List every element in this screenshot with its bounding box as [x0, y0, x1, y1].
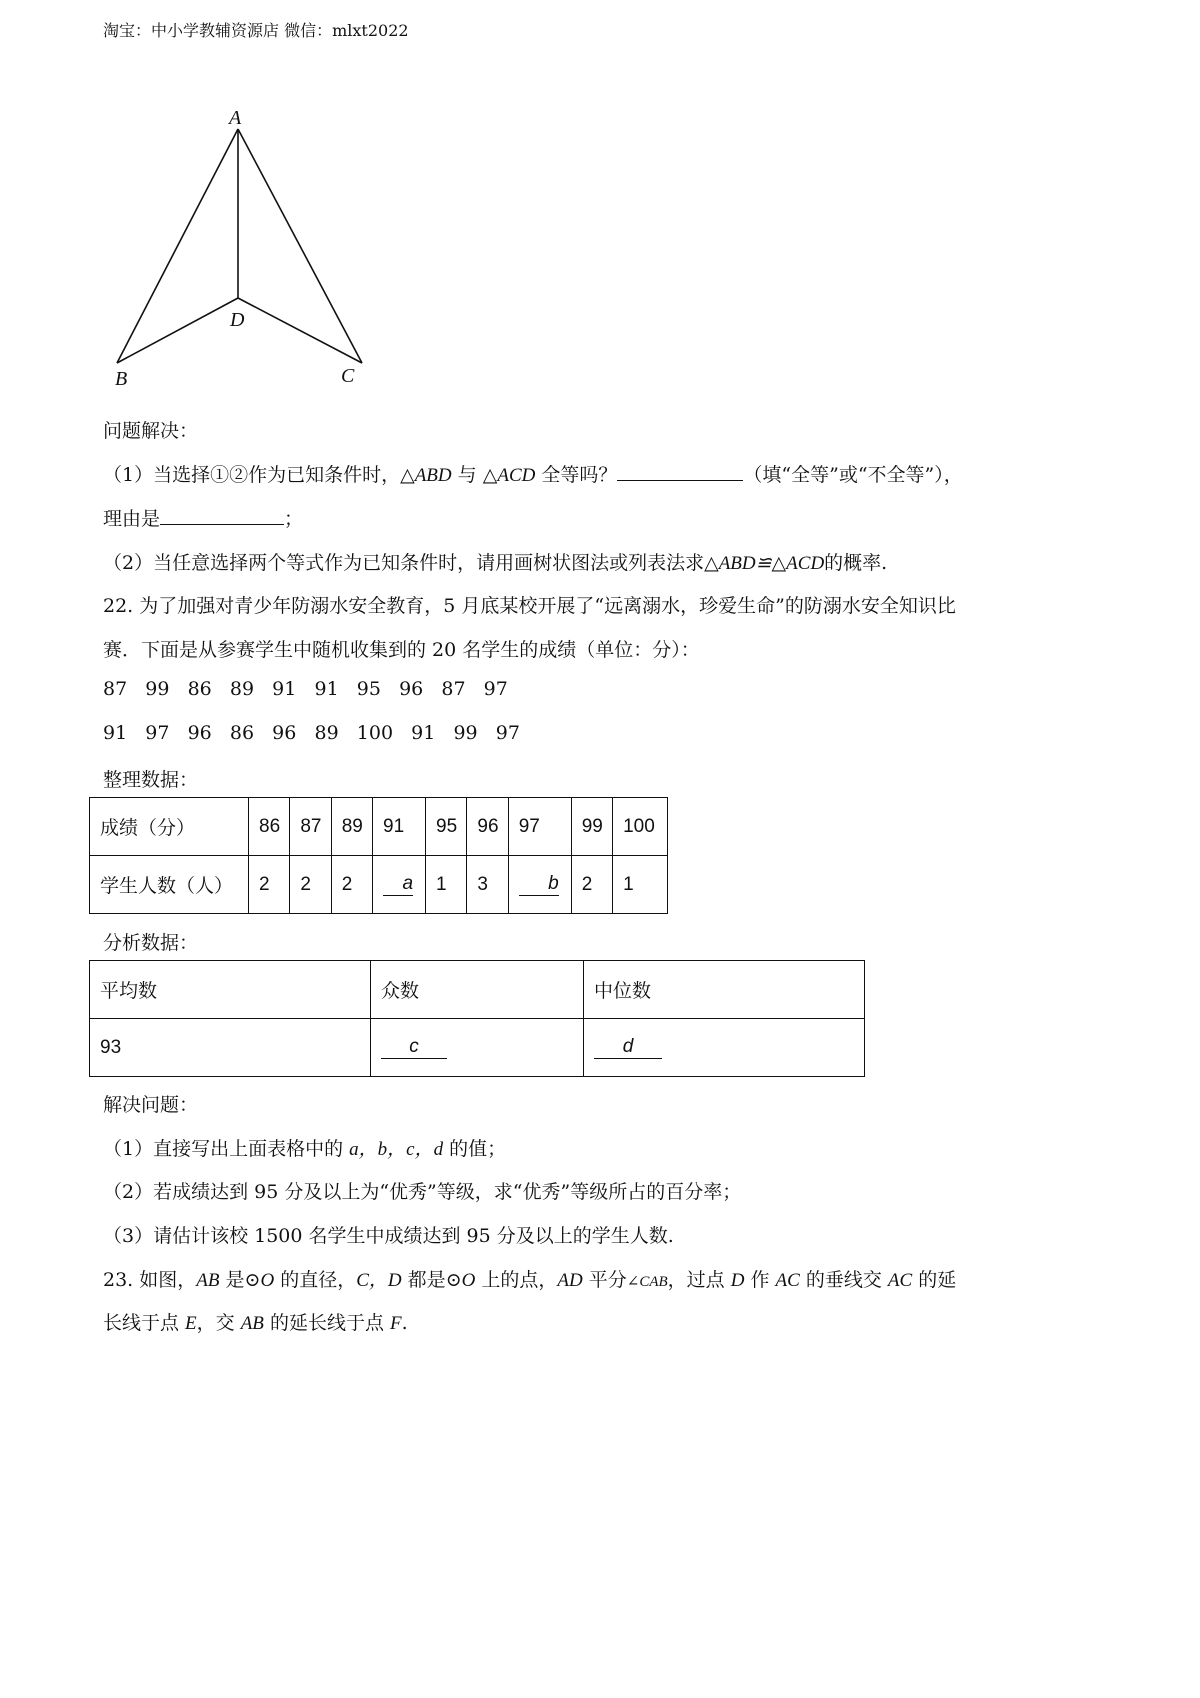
q21-p2-text-a: （2）当任意选择两个等式作为已知条件时，请用画树状图法或列表法求: [103, 552, 705, 574]
triangle-figure: [100, 100, 400, 400]
q22-sub1-text-a: （1）直接写出上面表格中的: [103, 1138, 350, 1160]
q21-p1-text-a: （1）当选择①②作为已知条件时，: [103, 464, 401, 486]
q22-scores-row1: 87 99 86 89 91 91 95 96 87 97: [103, 678, 508, 700]
q23-text: .: [401, 1312, 408, 1334]
table-cell-median: [584, 1019, 865, 1077]
q23-text: 都是: [401, 1269, 446, 1291]
q22-scores-row2: 91 97 96 86 96 89 100 91 99 97: [103, 722, 520, 744]
segment-ab: [117, 129, 238, 363]
q22-sub2-line: （2）若成绩达到 95 分及以上为“优秀”等级，求“优秀”等级所占的百分率；: [103, 1181, 742, 1203]
q21-p1-triangle-abd: △ABD: [400, 465, 452, 486]
q23-var-o: O: [260, 1270, 275, 1291]
q23-line1: [103, 1265, 956, 1292]
q21-part1-line: [103, 460, 963, 487]
label-d: D: [230, 309, 245, 331]
q22-sub3-line: （3）请估计该校 1500 名学生中成绩达到 95 分及以上的学生人数.: [103, 1225, 674, 1247]
q22-sub1-text-b: 的值；: [443, 1138, 507, 1160]
table-cell-score: 97: [508, 798, 571, 856]
q23-text: 上的点，: [475, 1269, 558, 1291]
table-row-counts: [90, 856, 668, 914]
q23-var-ac: AC: [775, 1270, 800, 1291]
table-header-count: 学生人数（人）: [90, 856, 249, 914]
q23-text: 长线于点: [103, 1312, 186, 1334]
table-row-scores: [90, 798, 668, 856]
table-header-score: 成绩（分）: [90, 798, 249, 856]
q23-text: 是: [219, 1269, 245, 1291]
circle-symbol-icon: ⊙: [445, 1269, 462, 1291]
q23-var-ad: AD: [557, 1270, 583, 1291]
q23-text: ，过点: [667, 1269, 731, 1291]
q21-p1-text-c: （填“全等”或“不全等”），: [743, 464, 963, 486]
segment-ac: [238, 129, 362, 363]
q21-p2-expression: △ABD≌△ACD: [704, 553, 825, 574]
table-cell-count: 2: [249, 856, 290, 914]
q23-var-e: E: [185, 1313, 197, 1334]
table-header-mode: 众数: [371, 961, 584, 1019]
q21-p1-text-mid: 与: [451, 464, 483, 486]
segment-cd: [238, 298, 362, 363]
q22-intro-line2: 赛．下面是从参赛学生中随机收集到的 20 名学生的成绩（单位：分）：: [103, 639, 700, 661]
q22-analyze-label: 分析数据：: [103, 932, 199, 954]
q23-text: ，交: [196, 1312, 241, 1334]
table-cell-score: 86: [249, 798, 290, 856]
q23-text: 的延长线于点: [263, 1312, 391, 1334]
answer-blank-reason[interactable]: [160, 506, 284, 525]
q23-angle-cab: ∠CAB: [626, 1274, 668, 1290]
table-cell-count: 2: [331, 856, 372, 914]
table-header-mean: 平均数: [90, 961, 371, 1019]
q23-text: 的延: [912, 1269, 957, 1291]
table-cell-count: 1: [426, 856, 467, 914]
q23-var-ac: AC: [887, 1270, 913, 1291]
table-cell-score: 95: [426, 798, 467, 856]
table-row-values: [90, 1019, 865, 1077]
section-title-problem-solving: 问题解决：: [103, 420, 199, 442]
table-cell-score: 91: [373, 798, 426, 856]
answer-blank-congruent[interactable]: [617, 462, 743, 481]
q23-var-o: O: [461, 1270, 476, 1291]
q22-organize-label: 整理数据：: [103, 769, 199, 791]
q23-var-cd: C，D: [356, 1270, 402, 1291]
table-cell-count: 3: [467, 856, 508, 914]
q23-text: 作: [744, 1269, 776, 1291]
answer-blank-d[interactable]: d: [594, 1036, 662, 1059]
table-cell-score: 89: [331, 798, 372, 856]
q21-part2-line: [103, 548, 887, 575]
answer-blank-b[interactable]: b: [519, 873, 559, 896]
q23-var-f: F: [390, 1313, 402, 1334]
q21-reason-end: ；: [284, 508, 304, 530]
q23-var-ab: AB: [196, 1270, 220, 1291]
table-cell-score: 96: [467, 798, 508, 856]
q21-p2-text-b: 的概率.: [824, 552, 888, 574]
q22-solve-label: 解决问题：: [103, 1094, 199, 1116]
label-a: A: [229, 107, 242, 129]
label-b: B: [115, 368, 128, 390]
answer-blank-a[interactable]: a: [383, 873, 413, 896]
table-cell-score: 87: [290, 798, 331, 856]
header-text: 淘宝：中小学教辅资源店 微信：mlxt2022: [103, 21, 409, 40]
table-cell-count-blank-a: [373, 856, 426, 914]
table-row-headers: [90, 961, 865, 1019]
q21-reason-line: [103, 504, 303, 531]
label-c: C: [341, 365, 355, 387]
statistics-table: [89, 960, 865, 1077]
table-cell-score: 100: [613, 798, 668, 856]
q23-text: 23. 如图，: [103, 1269, 197, 1291]
q21-p1-triangle-acd: △ACD: [482, 465, 536, 486]
q22-sub1-line: [103, 1134, 506, 1161]
frequency-table: [89, 797, 668, 914]
table-cell-mode: [371, 1019, 584, 1077]
q21-p1-text-b: 全等吗？: [535, 464, 618, 486]
circle-symbol-icon: ⊙: [244, 1269, 261, 1291]
table-header-median: 中位数: [584, 961, 865, 1019]
q21-reason-label: 理由是: [103, 508, 161, 530]
q23-line2: [103, 1308, 408, 1335]
q23-text: 的直径，: [274, 1269, 357, 1291]
q23-text: 平分: [582, 1269, 627, 1291]
q22-intro-line1: 22. 为了加强对青少年防溺水安全教育，5 月底某校开展了“远离溺水，珍爱生命”的防溺水安全知识比: [103, 595, 956, 617]
segment-bd: [117, 298, 238, 363]
table-cell-count-blank-b: [508, 856, 571, 914]
q23-var-ab: AB: [240, 1313, 264, 1334]
q22-sub1-vars: a，b，c，d: [349, 1139, 444, 1160]
answer-blank-c[interactable]: c: [381, 1036, 447, 1059]
table-cell-count: 2: [571, 856, 612, 914]
table-cell-score: 99: [571, 798, 612, 856]
table-cell-count: 2: [290, 856, 331, 914]
q23-var-d: D: [730, 1270, 745, 1291]
q23-text: 的垂线交: [799, 1269, 888, 1291]
table-cell-mean: 93: [90, 1019, 371, 1077]
table-cell-count: 1: [613, 856, 668, 914]
